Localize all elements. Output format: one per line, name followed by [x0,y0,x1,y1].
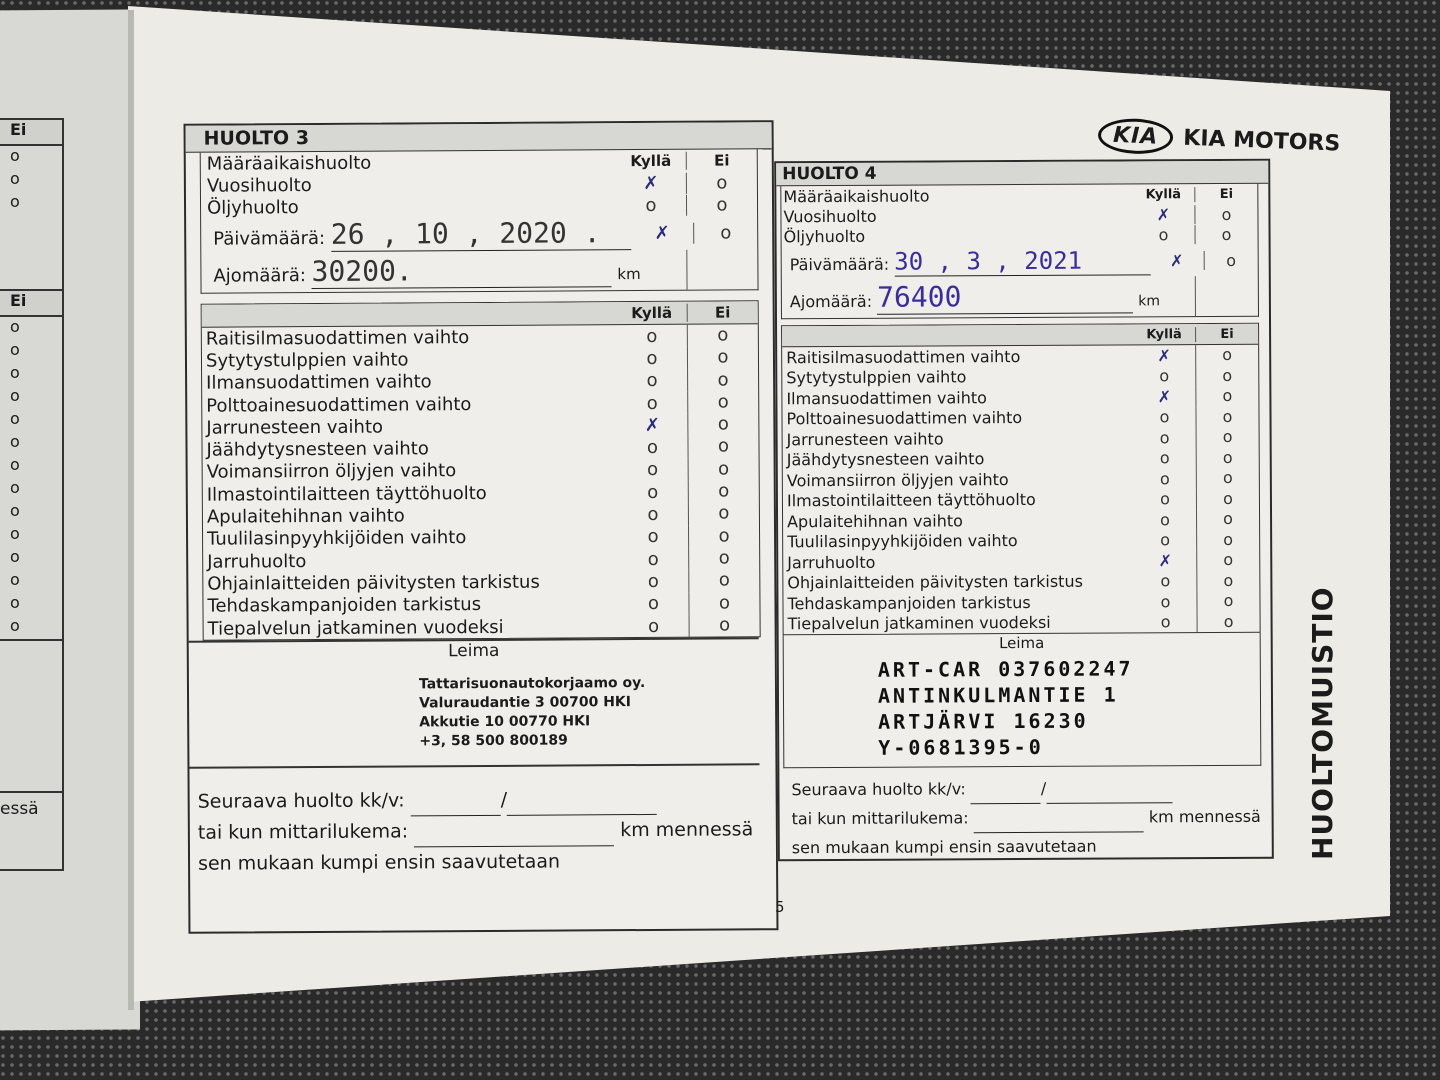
huolto-3-card [184,120,779,934]
checkbox-no[interactable]: o [1196,509,1259,530]
col-no-header: Ei [686,151,757,169]
service-item-row [204,614,760,640]
service-item-row [783,570,1259,593]
service-item-row [783,488,1259,511]
checkbox-yes[interactable]: o [645,194,657,216]
checkbox-no[interactable]: o [687,369,758,392]
next-service-month-field[interactable] [971,775,1041,804]
mileage-unit: km [1138,293,1161,310]
service-item-label: Jäähdytysnesteen vaihto [206,438,429,461]
service-item-label: Raitisilmasuodattimen vaihto [205,326,470,350]
stamp-line: Y-0681395-0 [878,734,1044,760]
checkbox-yes[interactable]: o [1159,427,1170,448]
checkbox-yes[interactable]: o [1159,366,1170,386]
checkbox-no[interactable]: o [1196,468,1259,489]
col-no-header: Ei [1195,326,1258,341]
odometer-label: tai kun mittarilukema: [197,820,409,844]
odometer-unit: km mennessä [620,818,754,842]
service-item-label: Raitisilmasuodattimen vaihto [786,346,1021,367]
kia-logo-icon: KIA [1097,117,1174,155]
mileage-unit: km [617,265,641,284]
service-item-row [203,525,759,551]
type-label-2: Öljyhuolto [783,226,866,246]
next-service-year-field[interactable] [507,784,657,816]
service-item-label: Voimansiirron öljyjen vaihto [786,469,1009,490]
service-item-row [783,427,1259,450]
service-item-label: Tehdaskampanjoiden tarkistus [787,592,1031,613]
service-item-label: Voimansiirron öljyjen vaihto [206,460,457,484]
service-item-row [782,345,1258,368]
service-item-label: Jarrunesteen vaihto [206,416,384,439]
checkbox-no[interactable]: o [1196,447,1259,468]
side-title: HUOLTOMUISTIO [1306,586,1339,860]
service-item-label: Apulaitehihnan vaihto [206,505,405,528]
checkbox-no[interactable]: o [1195,406,1258,427]
checkbox-yes[interactable]: o [1160,530,1171,550]
col-yes-header: Kyllä [1146,326,1182,342]
left-circles-bottom [0,317,64,639]
left-col-header: Ei [0,118,64,146]
checkbox-yes[interactable]: o [1160,612,1171,632]
type-label-0: Määräaikaishuolto [783,185,930,206]
mileage-field[interactable]: 30200. [311,253,611,289]
service-item-label: Jäähdytysnesteen vaihto [786,449,985,470]
service-item-label: Ilmastointilaitteen täyttöhuolto [206,482,487,506]
type-label-1: Vuosihuolto [206,174,312,197]
left-page-circle: o [10,340,20,359]
checkbox-yes[interactable]: o [1159,489,1170,509]
service-item-label: Tuulilasinpyyhkijöiden vaihto [787,531,1018,552]
checkbox-no[interactable]: o [1203,250,1257,269]
left-page-circle: o [10,169,20,188]
checkbox-no[interactable]: o [1196,570,1259,591]
left-page-circle: o [10,386,20,405]
left-page-circle: o [10,524,20,543]
service-item-label: Ilmastointilaitteen täyttöhuolto [786,490,1036,511]
huolto-3-type-table [200,149,759,293]
stamp-line: Akkutie 10 00770 HKI [419,713,591,731]
checkbox-no[interactable]: o [687,347,758,370]
col-yes-header: Kyllä [631,303,673,323]
service-item-label: Tiepalvelun jatkaminen vuodeksi [787,613,1051,634]
next-service-month-field[interactable] [411,785,501,817]
left-page-circle: o [10,455,20,474]
left-circles-top [0,146,64,215]
checkbox-yes[interactable]: ✗ [643,172,659,194]
service-item-label: Sytytystulppien vaihto [205,349,409,372]
mileage-label: Ajomäärä: [213,265,306,287]
service-item-row [203,458,759,484]
checkbox-no[interactable]: o [1195,345,1258,366]
checkbox-yes[interactable]: o [646,370,658,392]
service-item-label: Jarruhuolto [787,552,876,572]
service-item-label: Jarrunesteen vaihto [786,429,944,449]
service-item-row [783,509,1259,532]
checkbox-no[interactable]: o [1196,427,1259,448]
checkbox-yes[interactable]: ✗ [1157,345,1171,366]
service-item-row [783,529,1259,552]
next-service-sep: / [500,789,508,812]
checkbox-yes[interactable]: o [1160,591,1171,612]
left-footer-fragment: essä [0,799,39,819]
checkbox-no[interactable]: o [688,570,759,593]
checkbox-no[interactable]: o [1196,550,1259,571]
huolto-3-items-table [201,300,761,641]
left-page-table [0,118,64,871]
checkbox-no[interactable]: o [687,391,758,414]
left-page-circle: o [10,547,20,566]
service-item-row [202,413,758,439]
next-service-year-field[interactable] [1046,774,1172,804]
checkbox-yes[interactable]: o [1159,448,1170,468]
whichever-note: sen mukaan kumpi ensin saavutetaan [791,836,1097,858]
huolto-3-title: HUOLTO 3 [186,122,772,153]
service-item-row [202,369,758,395]
huolto-3-item-list [202,324,760,640]
huolto-4-items-table [781,323,1261,635]
left-page-circle: o [10,478,20,497]
checkbox-no[interactable]: o [1196,488,1259,509]
service-item-row [783,591,1259,614]
checkbox-no[interactable]: o [688,503,759,526]
service-item-row [782,365,1258,388]
checkbox-yes[interactable]: o [647,570,659,592]
col-yes-header: Kyllä [630,151,672,171]
date-field[interactable]: 30 , 3 , 2021 [894,246,1150,276]
stamp-line: Tattarisuonautokorjaamo oy. [418,675,646,693]
service-item-label: Polttoainesuodattimen vaihto [786,408,1023,429]
left-page-circle: o [10,432,20,451]
left-page-circle: o [10,570,20,589]
service-item-row [202,324,758,350]
date-field[interactable]: 26 , 10 , 2020 . [331,216,631,252]
mileage-field[interactable]: 76400 [877,279,1133,314]
checkbox-yes[interactable]: o [1159,468,1170,489]
service-item-row [782,406,1258,429]
huolto-3-stamp-area [189,637,760,768]
left-page-circle: o [10,593,20,612]
stamp-label: Leima [448,641,500,662]
checkbox-no[interactable]: o [688,547,759,570]
odometer-field[interactable] [974,803,1144,833]
service-item-label: Ohjainlaitteiden päivitysten tarkistus [787,571,1083,593]
brand-name: KIA MOTORS [1182,125,1341,157]
service-item-row [203,480,759,506]
service-item-label: Apulaitehihnan vaihto [787,511,963,531]
checkbox-no[interactable]: o [1195,365,1258,386]
huolto-4-next-service [779,766,1271,863]
checkbox-yes[interactable]: o [646,392,658,414]
service-item-row [783,550,1259,573]
checkbox-yes[interactable]: o [1160,571,1171,591]
left-col-header-2: Ei [0,291,64,317]
next-service-label: Seuraava huolto kk/v: [791,779,966,800]
booklet-binding [128,10,134,1010]
checkbox-yes[interactable]: o [646,347,658,369]
checkbox-no[interactable]: o [687,413,758,436]
checkbox-yes[interactable]: o [646,437,659,459]
service-item-row [783,468,1259,491]
stamp-line: Valuraudantie 3 00700 HKI [419,694,631,712]
checkbox-yes[interactable]: ✗ [1156,204,1171,224]
col-yes-header: Kyllä [1145,186,1182,202]
checkbox-yes[interactable]: o [647,526,659,548]
service-item-label: Sytytystulppien vaihto [786,367,967,388]
checkbox-no[interactable]: o [688,525,759,548]
checkbox-no[interactable]: o [688,458,759,481]
checkbox-no[interactable]: o [1196,529,1259,550]
stamp-line: +3, 58 500 800189 [419,732,568,750]
huolto-4-stamp-area [783,633,1262,769]
service-item-row [784,611,1260,634]
service-item-label: Jarruhuolto [207,550,307,573]
service-item-label: Tehdaskampanjoiden tarkistus [207,594,482,617]
left-page-circle: o [10,616,20,635]
date-label: Päivämäärä: [213,227,326,250]
checkbox-yes[interactable]: o [1159,407,1170,427]
stamp-line: ART-CAR 037602247 [877,656,1134,682]
service-item-row [203,503,759,529]
checkbox-no[interactable]: o [1196,591,1259,612]
odometer-label: tai kun mittarilukema: [791,808,969,829]
whichever-note: sen mukaan kumpi ensin saavutetaan [197,850,561,875]
service-item-label: Ohjainlaitteiden päivitysten tarkistus [207,571,540,595]
service-item-row [203,547,759,573]
huolto-4-title: HUOLTO 4 [776,161,1268,187]
checkbox-yes[interactable]: o [647,593,660,615]
huolto-3-stamp [419,674,646,751]
checkbox-no[interactable]: o [686,172,757,193]
checkbox-no[interactable]: o [1197,611,1260,632]
stamp-label: Leima [998,633,1045,653]
checkbox-yes[interactable]: o [647,548,659,570]
checkbox-yes[interactable]: o [1160,509,1170,530]
next-service-sep: / [1040,778,1047,798]
huolto-4-card [774,159,1274,862]
huolto-3-next-service [189,765,776,879]
left-page-circle: o [10,317,20,336]
checkbox-no[interactable]: o [686,194,757,215]
col-no-header: Ei [687,303,758,321]
left-page-circle: o [10,363,20,382]
checkbox-no[interactable]: o [693,222,757,243]
stamp-line: ANTINKULMANTIE 1 [877,682,1119,708]
left-page-circle: o [10,192,20,211]
service-item-row [202,347,758,373]
checkbox-no[interactable]: o [1194,204,1257,223]
checkbox-yes[interactable]: ✗ [654,222,670,244]
col-no-header: Ei [1194,186,1257,201]
service-item-label: Tuulilasinpyyhkijöiden vaihto [207,527,467,550]
checkbox-no[interactable]: o [688,592,759,615]
mileage-label: Ajomäärä: [789,291,873,312]
stamp-line: ARTJÄRVI 16230 [878,708,1089,734]
huolto-4-item-list [782,345,1259,634]
checkbox-yes[interactable]: ✗ [1170,250,1184,270]
checkbox-no[interactable]: o [688,480,759,503]
checkbox-no[interactable]: o [1195,224,1258,243]
type-label-2: Öljyhuolto [206,196,299,219]
service-item-label: Tiepalvelun jatkaminen vuodeksi [207,616,504,640]
odometer-field[interactable] [414,815,614,847]
service-item-row [202,436,758,462]
checkbox-yes[interactable]: ✗ [1157,386,1172,407]
checkbox-yes[interactable]: o [647,481,659,503]
service-item-row [202,391,758,417]
checkbox-no[interactable]: o [1195,386,1258,407]
page-number: 5 [775,898,785,916]
left-page-circle: o [10,501,20,520]
date-label: Päivämäärä: [789,254,890,274]
odometer-unit: km mennessä [1148,806,1261,827]
checkbox-yes[interactable]: o [646,325,658,347]
huolto-4-stamp [878,655,1134,760]
left-page-circle: o [10,409,20,428]
huolto-4-type-table [780,184,1259,320]
type-label-0: Määräaikaishuolto [206,152,372,175]
checkbox-yes[interactable]: ✗ [1158,550,1173,571]
service-item-label: Ilmansuodattimen vaihto [206,371,432,394]
checkbox-yes[interactable]: o [648,615,660,637]
checkbox-yes[interactable]: o [647,503,659,525]
checkbox-yes[interactable]: ✗ [644,414,660,436]
type-label-1: Vuosihuolto [783,206,877,226]
checkbox-yes[interactable]: o [647,459,659,481]
service-item-label: Polttoainesuodattimen vaihto [206,393,472,417]
service-item-row [203,570,759,596]
left-page-circle: o [10,146,20,165]
service-item-row [783,447,1259,470]
checkbox-no[interactable]: o [687,324,758,347]
service-item-row [203,592,759,618]
checkbox-yes[interactable]: o [1158,224,1169,244]
next-service-label: Seuraava huolto kk/v: [197,789,405,813]
service-item-label: Ilmansuodattimen vaihto [786,387,987,408]
checkbox-no[interactable]: o [689,614,760,637]
service-item-row [782,386,1258,409]
checkbox-no[interactable]: o [687,436,758,459]
